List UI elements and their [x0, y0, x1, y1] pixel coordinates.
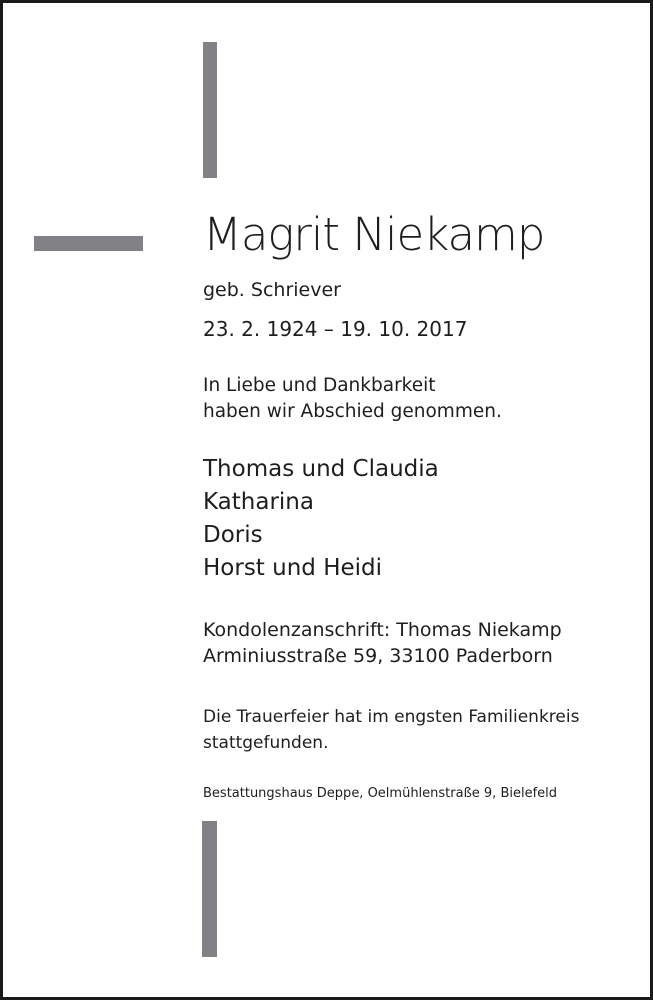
- message-line: In Liebe und Dankbarkeit: [203, 375, 436, 396]
- family-member: Thomas und Claudia: [203, 456, 439, 482]
- condolence-line: Arminiusstraße 59, 33100 Paderborn: [203, 645, 553, 667]
- condolence-address: [203, 617, 562, 669]
- life-dates: 23. 2. 1924 – 19. 10. 2017: [203, 317, 468, 341]
- funeral-home: Bestattungshaus Deppe, Oelmühlenstraße 9, Bielefeld: [203, 786, 558, 801]
- message-line: haben wir Abschied genommen.: [203, 401, 502, 422]
- cross-horizontal-bar: [34, 236, 143, 251]
- family-member: Doris: [203, 522, 263, 548]
- cross-top-bar: [203, 42, 217, 178]
- deceased-name: Magrit Niekamp: [203, 208, 545, 261]
- condolence-line: Kondolenzanschrift: Thomas Niekamp: [203, 619, 562, 641]
- cross-bottom-bar: [202, 821, 217, 957]
- family-member: Katharina: [203, 489, 314, 515]
- birth-name: geb. Schriever: [203, 279, 341, 301]
- family-member: Horst und Heidi: [203, 555, 383, 581]
- farewell-message: [203, 373, 502, 425]
- ceremony-line: stattgefunden.: [203, 733, 329, 753]
- ceremony-note: [203, 704, 579, 756]
- ceremony-line: Die Trauerfeier hat im engsten Familienkreis: [203, 707, 580, 727]
- family-list: [203, 453, 439, 585]
